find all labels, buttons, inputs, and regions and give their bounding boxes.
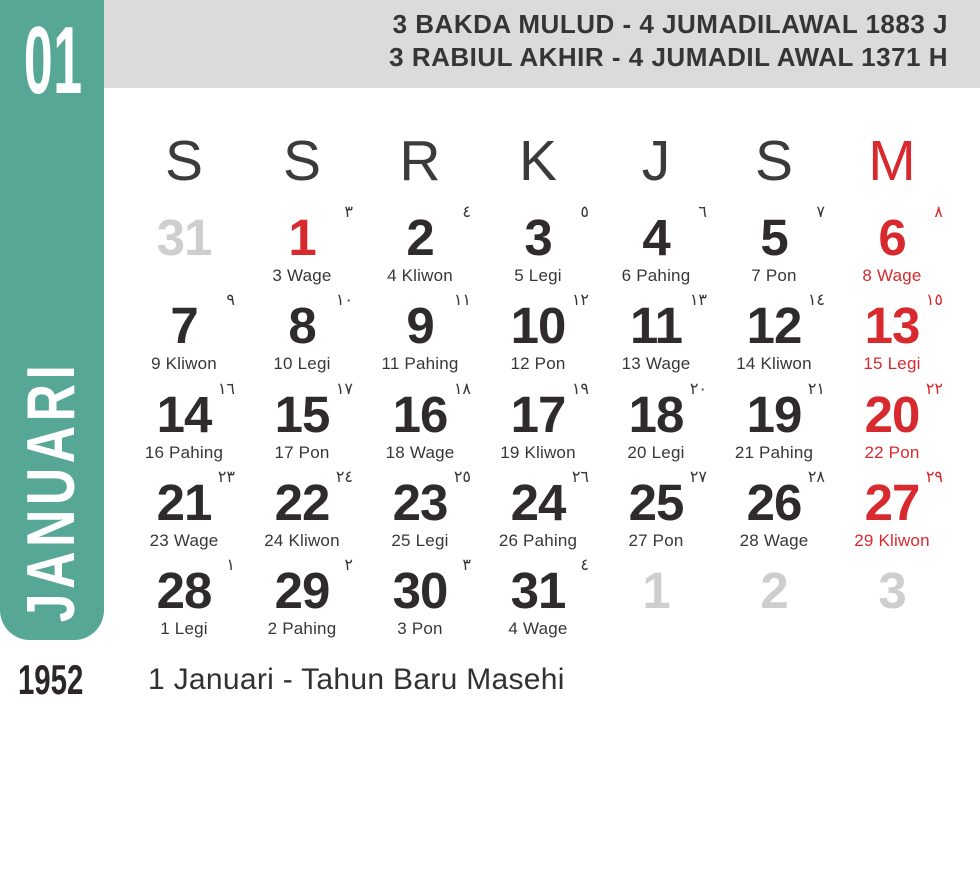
hijri-day-number: ٧ xyxy=(816,202,825,221)
gregorian-day-number: 20 xyxy=(864,385,920,443)
gregorian-day-number: 4 xyxy=(642,209,670,266)
gregorian-day-number: 6 xyxy=(878,209,906,266)
day-cell xyxy=(597,468,715,556)
javanese-date-label: 18 Wage xyxy=(385,442,455,462)
day-cell xyxy=(597,556,715,644)
hijri-day-number: ١١ xyxy=(453,290,471,310)
hijri-day-number: ١٥ xyxy=(925,290,943,310)
gregorian-day-number: 3 xyxy=(524,209,552,266)
gregorian-day-number: 1 xyxy=(642,562,670,620)
day-cell xyxy=(479,380,597,468)
day-cell xyxy=(833,556,951,644)
day-cell xyxy=(833,468,951,556)
javanese-date-label: 5 Legi xyxy=(514,266,562,285)
day-cell xyxy=(361,556,479,644)
javanese-date-label: 23 Wage xyxy=(149,530,219,550)
gregorian-day-number: 22 xyxy=(274,473,330,531)
gregorian-day-number: 7 xyxy=(170,297,198,355)
day-cell xyxy=(833,203,951,291)
day-cell xyxy=(715,380,833,468)
gregorian-day-number: 8 xyxy=(288,297,316,355)
hijri-day-number: ١٨ xyxy=(453,378,471,398)
day-cell xyxy=(125,556,243,644)
javanese-date-label: 27 Pon xyxy=(628,530,684,550)
javanese-date-label: 26 Pahing xyxy=(498,530,578,550)
gregorian-day-number: 26 xyxy=(746,473,802,531)
javanese-date-label: 25 Legi xyxy=(391,530,449,550)
weekday-header-row xyxy=(125,122,951,200)
day-cell xyxy=(479,468,597,556)
day-cell xyxy=(125,468,243,556)
month-number: 01 xyxy=(23,7,83,114)
day-cell xyxy=(243,556,361,644)
day-cell xyxy=(361,380,479,468)
day-cell xyxy=(125,380,243,468)
javanese-date-label: 16 Pahing xyxy=(144,442,224,462)
day-cell xyxy=(243,380,361,468)
gregorian-day-number: 10 xyxy=(510,297,566,355)
day-cell xyxy=(833,291,951,379)
gregorian-day-number: 24 xyxy=(510,473,566,531)
gregorian-day-number: 9 xyxy=(406,297,434,355)
hijri-day-number: ٢٤ xyxy=(335,466,353,486)
gregorian-day-number: 27 xyxy=(864,473,920,531)
hijri-day-number: ٥ xyxy=(580,202,589,221)
day-cell xyxy=(597,203,715,291)
gregorian-day-number: 25 xyxy=(628,473,684,531)
day-cell xyxy=(833,380,951,468)
day-cell xyxy=(361,203,479,291)
javanese-date-label: 19 Kliwon xyxy=(500,442,576,462)
weekday-header-s: S xyxy=(754,129,794,193)
day-cell xyxy=(361,291,479,379)
gregorian-day-number: 2 xyxy=(760,562,788,620)
hijri-day-number: ٢٩ xyxy=(925,466,943,486)
gregorian-day-number: 2 xyxy=(406,209,434,266)
hijri-day-number: ١٣ xyxy=(689,290,707,310)
gregorian-day-number: 5 xyxy=(760,209,788,266)
gregorian-day-number: 13 xyxy=(864,297,920,355)
javanese-date-label: 3 Wage xyxy=(272,266,332,285)
day-cell xyxy=(243,203,361,291)
hijri-date-range: 3 RABIUL AKHIR - 4 JUMADIL AWAL 1371 H xyxy=(389,42,948,72)
gregorian-day-number: 17 xyxy=(510,385,566,443)
hijri-day-number: ٢٦ xyxy=(571,466,589,486)
day-cell xyxy=(715,556,833,644)
gregorian-day-number: 1 xyxy=(288,209,316,266)
javanese-date-label: 28 Wage xyxy=(739,530,809,550)
javanese-date-label: 11 Pahing xyxy=(381,354,459,374)
day-cell xyxy=(597,291,715,379)
weekday-header-k: K xyxy=(518,129,558,193)
hijri-day-number: ٢٠ xyxy=(689,378,707,398)
javanese-date-label: 9 Kliwon xyxy=(151,354,217,374)
weekday-header-m: M xyxy=(868,129,916,193)
weekday-header-s: S xyxy=(282,129,322,193)
gregorian-day-number: 3 xyxy=(878,562,906,620)
hijri-day-number: ٣ xyxy=(462,555,471,575)
javanese-date-label: 12 Pon xyxy=(510,354,566,374)
hijri-day-number: ٢٧ xyxy=(689,466,707,486)
javanese-date-label: 4 Kliwon xyxy=(387,266,453,285)
hijri-day-number: ٤ xyxy=(580,555,589,575)
hijri-day-number: ٩ xyxy=(226,290,235,310)
javanese-date-label: 14 Kliwon xyxy=(736,354,812,374)
hijri-day-number: ١٦ xyxy=(217,378,235,398)
javanese-date-label: 24 Kliwon xyxy=(264,530,340,550)
day-cell xyxy=(479,556,597,644)
day-cell xyxy=(597,380,715,468)
gregorian-day-number: 30 xyxy=(392,562,448,620)
javanese-date-label: 1 Legi xyxy=(160,619,208,639)
hijri-day-number: ١٧ xyxy=(335,378,353,398)
hijri-day-number: ١٢ xyxy=(571,290,589,310)
javanese-date-label: 6 Pahing xyxy=(621,266,691,285)
javanese-date-label: 13 Wage xyxy=(621,354,691,374)
hijri-day-number: ١ xyxy=(226,555,235,575)
javanese-date-label: 2 Pahing xyxy=(267,619,337,639)
hijri-day-number: ٦ xyxy=(698,202,707,221)
javanese-date-label: 15 Legi xyxy=(863,354,921,374)
javanese-date-label: 4 Wage xyxy=(508,619,568,639)
hijri-day-number: ٨ xyxy=(934,202,943,221)
javanese-date-label: 29 Kliwon xyxy=(854,530,930,550)
day-cell xyxy=(479,291,597,379)
gregorian-day-number: 11 xyxy=(630,297,682,355)
calendar-grid xyxy=(125,203,951,644)
gregorian-day-number: 16 xyxy=(392,385,448,443)
month-sidebar xyxy=(0,0,104,640)
gregorian-day-number: 15 xyxy=(274,385,330,443)
day-cell xyxy=(715,291,833,379)
hijri-day-number: ١٩ xyxy=(571,378,589,398)
gregorian-day-number: 14 xyxy=(156,385,212,443)
day-cell xyxy=(243,291,361,379)
gregorian-day-number: 28 xyxy=(156,562,212,620)
weekday-header-r: R xyxy=(399,129,441,193)
javanese-date-label: 3 Pon xyxy=(397,619,443,639)
gregorian-day-number: 19 xyxy=(746,385,802,443)
hijri-day-number: ٣ xyxy=(344,202,353,221)
hijri-day-number: ١٤ xyxy=(807,290,825,310)
day-cell xyxy=(361,468,479,556)
javanese-date-label: 10 Legi xyxy=(273,354,331,374)
day-cell xyxy=(715,468,833,556)
hijri-day-number: ٢٢ xyxy=(925,378,943,398)
javanese-date-label: 17 Pon xyxy=(274,442,330,462)
gregorian-day-number: 29 xyxy=(274,562,330,620)
hijri-day-number: ٢٣ xyxy=(217,466,235,486)
year-label: 1952 xyxy=(17,656,84,703)
gregorian-day-number: 21 xyxy=(156,473,212,531)
gregorian-day-number: 31 xyxy=(156,209,212,266)
javanese-date-label: 21 Pahing xyxy=(734,442,814,462)
javanese-date-range: 3 BAKDA MULUD - 4 JUMADILAWAL 1883 J xyxy=(392,9,948,39)
gregorian-day-number: 31 xyxy=(510,562,566,620)
month-name: JANUARI xyxy=(13,360,89,623)
hijri-day-number: ٢١ xyxy=(807,378,825,398)
hijri-day-number: ٢ xyxy=(344,555,353,575)
javanese-date-label: 7 Pon xyxy=(751,266,797,285)
alt-calendar-banner xyxy=(104,0,980,88)
javanese-date-label: 22 Pon xyxy=(864,442,920,462)
holiday-note: 1 Januari - Tahun Baru Masehi xyxy=(148,663,565,696)
javanese-date-label: 20 Legi xyxy=(627,442,685,462)
javanese-date-label: 8 Wage xyxy=(862,266,922,285)
hijri-day-number: ٢٥ xyxy=(453,466,471,486)
weekday-header-s: S xyxy=(164,129,204,193)
day-cell xyxy=(243,468,361,556)
weekday-header-j: J xyxy=(641,129,671,193)
gregorian-day-number: 23 xyxy=(392,473,448,531)
gregorian-day-number: 18 xyxy=(628,385,684,443)
day-cell xyxy=(125,203,243,291)
hijri-day-number: ١٠ xyxy=(335,290,353,310)
gregorian-day-number: 12 xyxy=(746,297,802,355)
day-cell xyxy=(125,291,243,379)
day-cell xyxy=(479,203,597,291)
day-cell xyxy=(715,203,833,291)
hijri-day-number: ٢٨ xyxy=(807,466,825,486)
hijri-day-number: ٤ xyxy=(462,202,471,221)
